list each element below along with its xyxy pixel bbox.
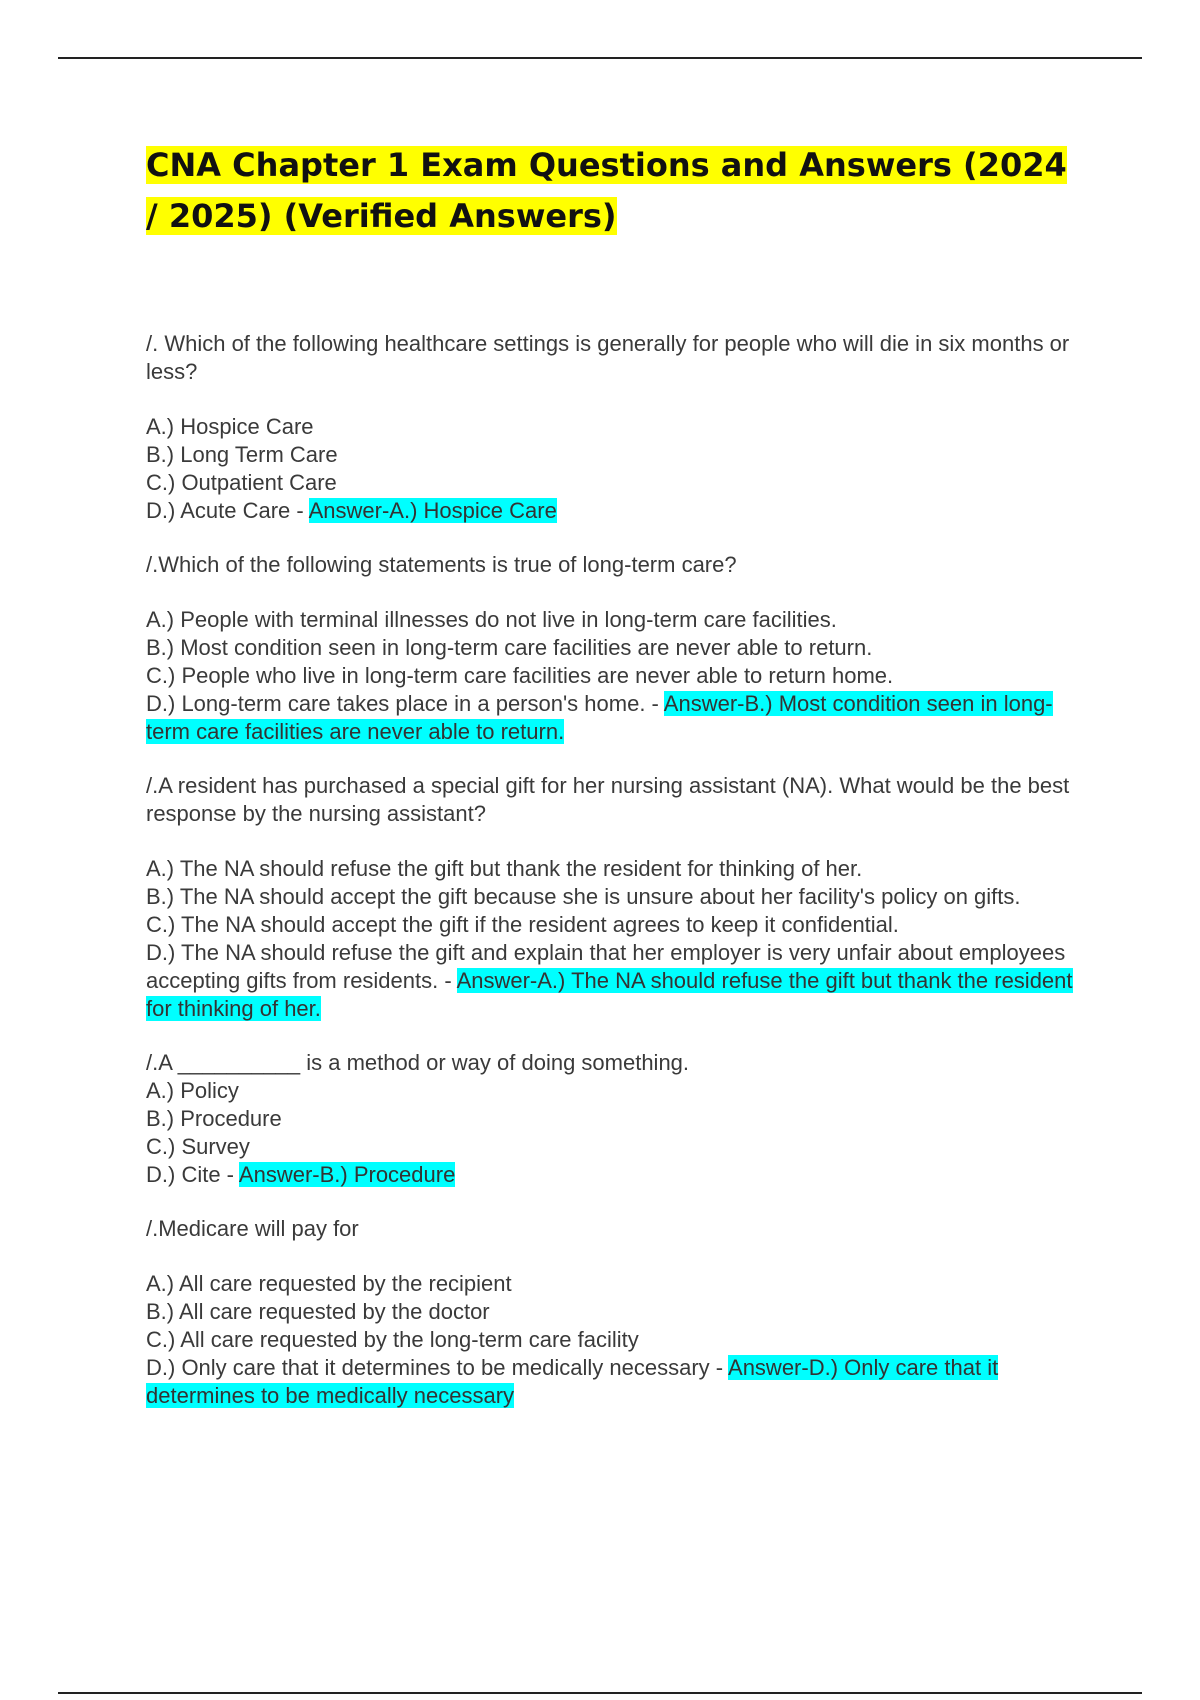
question-block: [146, 772, 1086, 1023]
option-a: A.) All care requested by the recipient: [146, 1271, 512, 1296]
document-body: [146, 140, 1086, 1410]
option-b: B.) Long Term Care: [146, 442, 338, 467]
option-d: D.) Only care that it determines to be medically necessary - Answer-D.) Only care that it determines to be medically necessary: [146, 1355, 999, 1408]
option-c: C.) The NA should accept the gift if the resident agrees to keep it confidential.: [146, 912, 899, 937]
option-d: D.) Acute Care - Answer-A.) Hospice Care: [146, 498, 557, 523]
option-c: C.) All care requested by the long-term care facility: [146, 1327, 639, 1352]
option-a: A.) The NA should refuse the gift but thank the resident for thinking of her.: [146, 856, 863, 881]
option-d: D.) Long-term care takes place in a person's home. - Answer-B.) Most condition seen in long-term care facilities are never able to return.: [146, 691, 1053, 744]
option-b: B.) The NA should accept the gift because she is unsure about her facility's policy on gifts.: [146, 884, 1021, 909]
bottom-divider: [58, 1692, 1142, 1694]
question-block: [146, 1215, 1086, 1410]
answer-highlight: Answer-B.) Procedure: [238, 1162, 456, 1187]
option-c: C.) People who live in long-term care facilities are never able to return home.: [146, 663, 894, 688]
option-b: B.) Procedure: [146, 1106, 282, 1131]
option-c: C.) Survey: [146, 1134, 250, 1159]
document-title: CNA Chapter 1 Exam Questions and Answers (2024 / 2025) (Verified Answers): [146, 146, 1067, 235]
option-a: A.) People with terminal illnesses do not live in long-term care facilities.: [146, 607, 837, 632]
option-a: A.) Hospice Care: [146, 414, 314, 439]
question-text: /. Which of the following healthcare settings is generally for people who will die in six months or less?: [146, 331, 1070, 384]
option-a: A.) Policy: [146, 1078, 239, 1103]
question-text: /.Which of the following statements is true of long-term care?: [146, 552, 737, 577]
question-block: [146, 1049, 1086, 1189]
answer-highlight: Answer-D.) Only care that it determines to be medically necessary: [146, 1355, 999, 1408]
question-block: [146, 330, 1086, 525]
option-d: D.) Cite - Answer-B.) Procedure: [146, 1162, 456, 1187]
option-b: B.) Most condition seen in long-term care facilities are never able to return.: [146, 635, 873, 660]
option-d: D.) The NA should refuse the gift and explain that her employer is very unfair about employees accepting gifts from residents. - Answer-A.) The NA should refuse the gift but thank the resident for thinking of her.: [146, 940, 1073, 1021]
question-text: /.A __________ is a method or way of doing something.: [146, 1050, 690, 1075]
option-b: B.) All care requested by the doctor: [146, 1299, 490, 1324]
answer-highlight: Answer-A.) The NA should refuse the gift but thank the resident for thinking of her.: [146, 968, 1073, 1021]
question-text: /.A resident has purchased a special gift for her nursing assistant (NA). What would be the best response by the nursing assistant?: [146, 773, 1070, 826]
answer-highlight: Answer-A.) Hospice Care: [308, 498, 557, 523]
answer-highlight: Answer-B.) Most condition seen in long-term care facilities are never able to return.: [146, 691, 1053, 744]
option-c: C.) Outpatient Care: [146, 470, 337, 495]
question-block: [146, 551, 1086, 746]
question-text: /.Medicare will pay for: [146, 1216, 359, 1241]
top-divider: [58, 57, 1142, 59]
